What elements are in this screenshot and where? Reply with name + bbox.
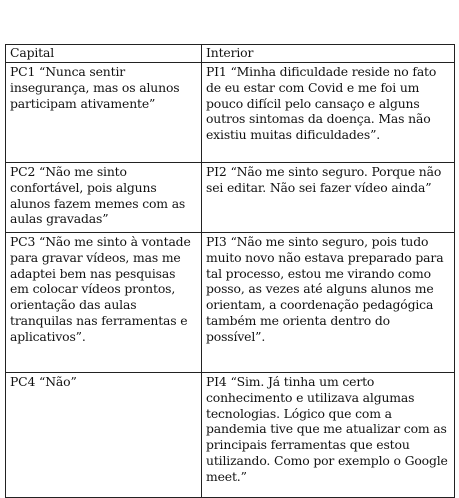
table-row [6, 63, 455, 163]
comparison-table [5, 44, 455, 498]
table-row [6, 233, 455, 373]
table-header-row [6, 45, 455, 63]
table-row [6, 163, 455, 233]
cell-interior-pi4: PI4 “Sim. Já tinha um certo conhecimento e utilizava algumas tecnologias. Lógico que com a pandemia tive que me atualizar com as principais ferramentas que estou utilizando. Como por exemplo o Google meet.” [202, 373, 455, 498]
header-interior: Interior [202, 45, 455, 63]
cell-capital-pc1: PC1 “Nunca sentir insegurança, mas os alunos participam ativamente” [6, 63, 202, 163]
cell-interior-pi3: PI3 “Não me sinto seguro, pois tudo muito novo não estava preparado para tal processo, estou me virando como posso, as vezes até alguns alunos me orientam, a coordenação pedagógica também me orienta dentro do possível”. [202, 233, 455, 373]
header-capital: Capital [6, 45, 202, 63]
table-row [6, 373, 455, 498]
cell-interior-pi1: PI1 “Minha dificuldade reside no fato de eu estar com Covid e me foi um pouco difícil pelo cansaço e alguns outros sintomas da doença. Mas não existiu muitas dificuldades”. [202, 63, 455, 163]
cell-capital-pc2: PC2 “Não me sinto confortável, pois alguns alunos fazem memes com as aulas gravadas” [6, 163, 202, 233]
cell-capital-pc4: PC4 “Não” [6, 373, 202, 498]
cell-interior-pi2: PI2 “Não me sinto seguro. Porque não sei editar. Não sei fazer vídeo ainda” [202, 163, 455, 233]
cell-capital-pc3: PC3 “Não me sinto à vontade para gravar vídeos, mas me adaptei bem nas pesquisas em colocar vídeos prontos, orientação das aulas tranquilas nas ferramentas e aplicativos”. [6, 233, 202, 373]
